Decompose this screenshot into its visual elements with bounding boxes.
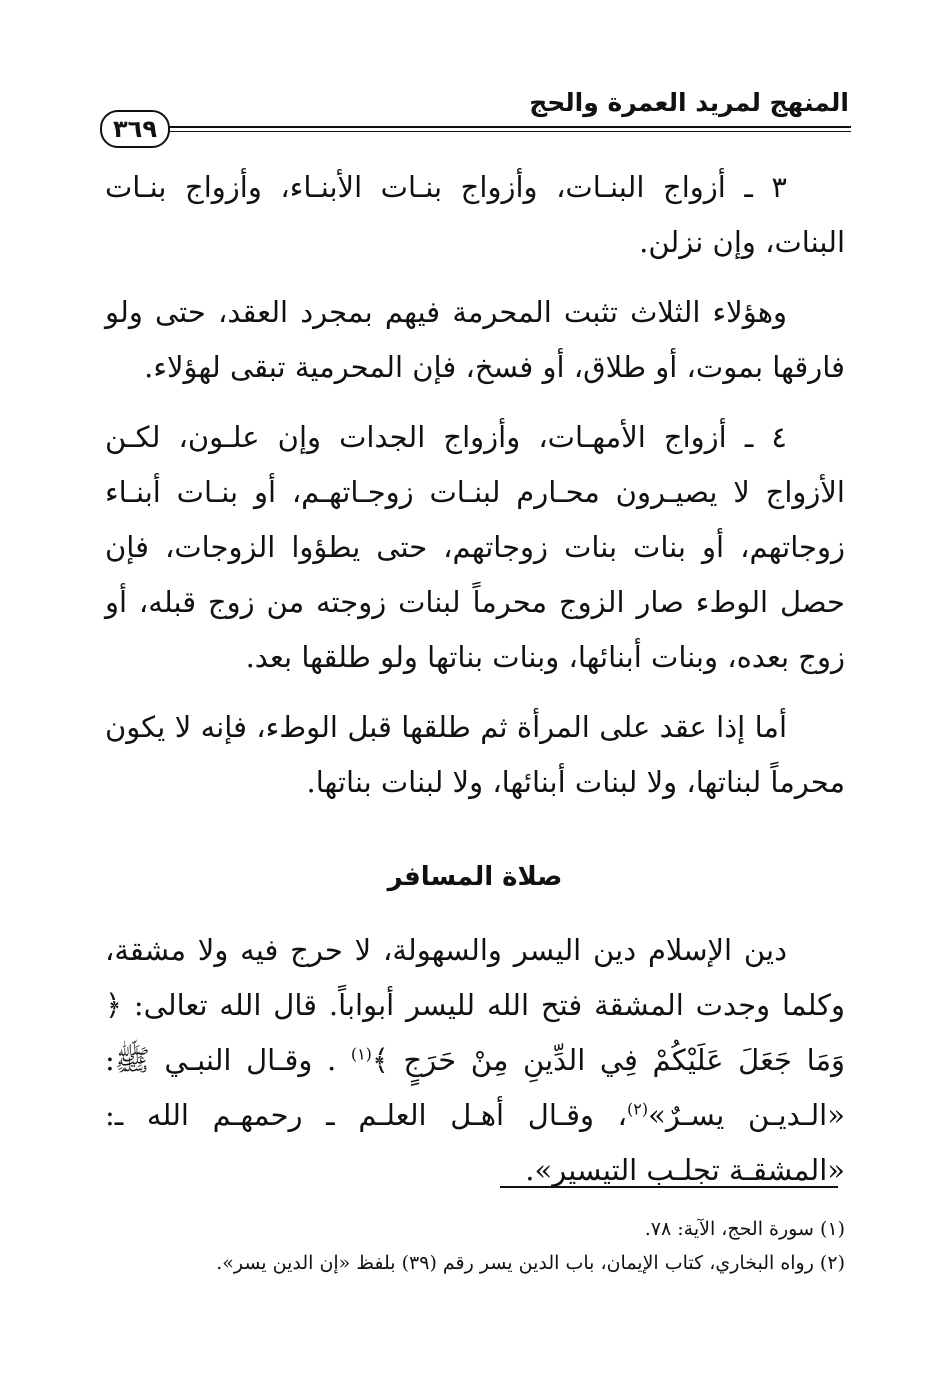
paragraph-note-contract: أما إذا عقد على المرأة ثم طلقها قبل الوطء، فإنه لا يكون محرماً لبناتها، ولا لبنات أبنائها، ولا لبنات بناتها. [105, 710, 845, 799]
footnote-ref-1: (١) [350, 1044, 372, 1064]
paragraph-item-3: ٣ ـ أزواج البنـات، وأزواج بنـات الأبنـاء، وأزواج بنـات البنات، وإن نزلن. [105, 170, 845, 259]
footnote-separator [500, 1186, 838, 1188]
header-rule [160, 126, 851, 132]
paragraph-text: . وقـال النبـي ﷺ: «الـديـن يسـرٌ» [105, 1043, 845, 1132]
paragraph-traveler-prayer [105, 923, 845, 1198]
paragraph-item-4: ٤ ـ أزواج الأمهـات، وأزواج الجدات وإن علـون، لكـن الأزواج لا يصيـرون محـارم لبنـات زوجـاتهـم، أو بنـات أبنـاء زوجاتهم، أو بنات بنات زوجاتهم، حتى يطؤوا الزوجات، فإن حصل الوطء صار الزوج محرماً لبنات زوجته من زوج قبله، أو زوج بعده، وبنات أبنائها، وبنات بناتها ولو طلقها بعد. [105, 420, 845, 674]
footnotes [105, 1212, 845, 1280]
section-heading: صلاة المسافر [387, 862, 563, 892]
paragraph-text: دين الإسلام دين اليسر والسهولة، لا حرج فيه ولا مشقة، وكلما وجدت المشقة فتح الله لليسر أبواباً. قال الله تعالى: ﴿ وَمَا جَعَلَ عَلَيْكُمْ فِي الدِّينِ مِنْ حَرَجٍ ﴾ [105, 933, 845, 1077]
footnote-1: (١) سورة الحج، الآية: ٧٨. [644, 1218, 845, 1240]
page-number: ٣٦٩ [100, 110, 170, 148]
running-header-title: المنهج لمريد العمرة والحج [529, 88, 849, 117]
footnote-2: (٢) رواه البخاري، كتاب الإيمان، باب الدين يسر رقم (٣٩) بلفظ «إن الدين يسر». [216, 1252, 845, 1274]
main-text [105, 160, 845, 1213]
paragraph-note-three: وهؤلاء الثلاث تثبت المحرمة فيهم بمجرد العقد، حتى ولو فارقها بموت، أو طلاق، أو فسخ، فإن المحرمية تبقى لهؤلاء. [105, 295, 845, 384]
footnote-ref-2: (٢) [627, 1099, 649, 1119]
paragraph-text: ، وقـال أهـل العلـم ـ رحمهـم الله ـ: «المشقـة تجلـب التيسير». [105, 1098, 845, 1187]
